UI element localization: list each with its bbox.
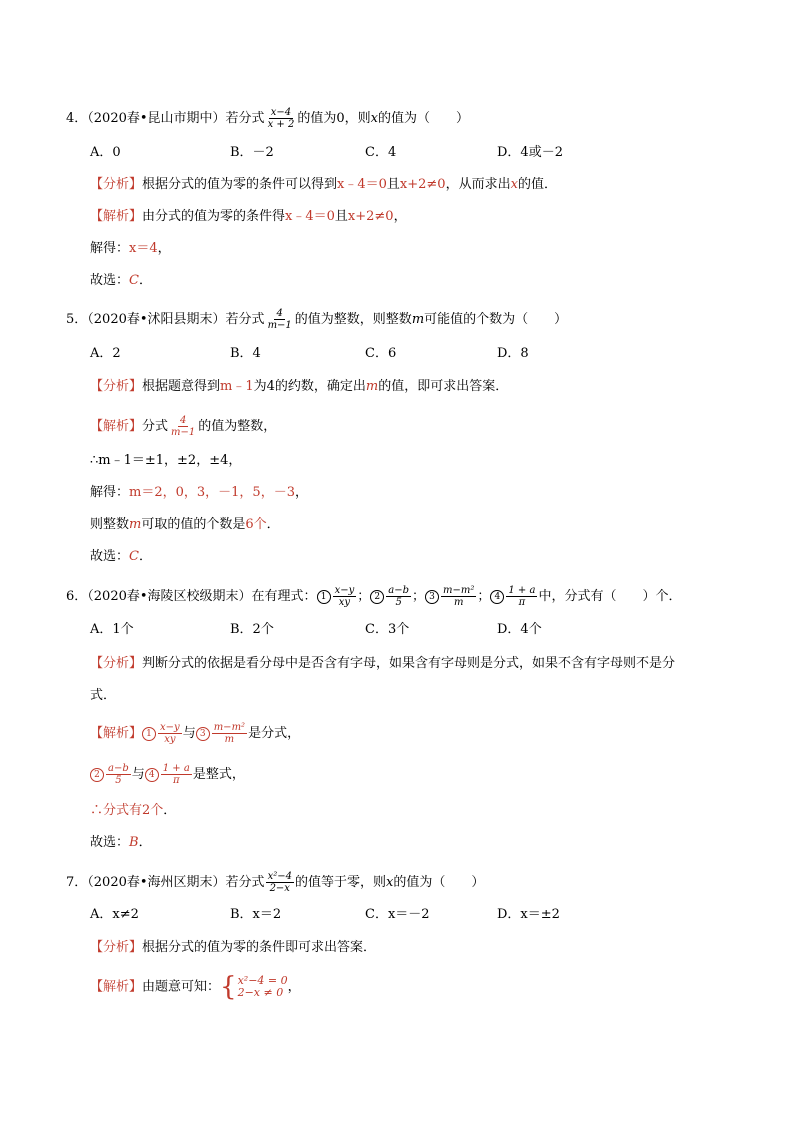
therefore-line: ∴m﹣1＝±1，±2，±4，: [90, 453, 242, 468]
solution: 【解析】由分式的值为零的条件得x﹣4＝0且x+2≠0，: [90, 209, 407, 224]
question-number: 5．: [66, 312, 88, 327]
fraction: $\frac{\text{m−m²}}{m}$: [443, 585, 475, 608]
analysis: 【分析】根据分式的值为零的条件即可求出答案．: [90, 940, 377, 955]
fraction: $\frac{1 + a}{\pi}$: [508, 585, 536, 608]
circled-number: 3: [425, 590, 439, 604]
solve-line: 解得：x＝4，: [90, 241, 171, 256]
therefore-line: ∴分式有2个．: [90, 803, 177, 818]
solution-integral: 2 $\frac{a-b}{5}$ 与 4 $\frac{1 + a}{\pi}$ 是整式，: [90, 763, 245, 786]
choice-d: D．4个: [497, 622, 542, 637]
solution: 【解析】由题意可知： { x²−4 = 0 2−x ≠ 0 ，: [90, 972, 301, 1002]
analysis-continued: 式．: [90, 688, 117, 703]
choice-b: B．4: [230, 346, 261, 361]
question-source: （2020春•海陵区校级期末）: [87, 589, 252, 604]
fraction: $\frac{x-4}{x + 2}$: [267, 107, 295, 130]
choice-d: D．4或－2: [497, 145, 563, 160]
question-7-stem: 7．（2020春•海州区期末）若分式 $\frac{\text{x²−4}}{2-x}$ 的值等于零，则x的值为（ ）: [66, 871, 485, 894]
fraction: $\frac{\text{x²−4}}{2-x}$: [267, 871, 292, 894]
answer-line: 故选：B．: [90, 835, 152, 850]
question-5-stem: 5．（2020春•沭阳县期末）若分式 $\frac{4}{m-1}$ 的值为整数，则整数m可能值的个数为（ ）: [66, 308, 568, 331]
analysis: 【分析】判断分式的依据是看分母中是否含有字母，如果含有字母则是分式，如果不含有字母则不是分: [90, 656, 676, 671]
question-source: （2020春•沭阳县期末）: [87, 312, 226, 327]
choice-c: C．4: [365, 145, 397, 160]
choice-a: A．2: [90, 346, 121, 361]
circled-number: 3: [196, 727, 210, 741]
fraction: $\frac{4}{m-1}$: [171, 415, 196, 438]
choice-d: D．8: [497, 346, 529, 361]
choice-b: B．2个: [230, 622, 274, 637]
choice-c: C．6: [365, 346, 397, 361]
fraction: $\frac{x-y}{xy}$: [160, 722, 180, 745]
fraction: $\frac{x-y}{xy}$: [334, 585, 355, 608]
question-4-stem: 4．（2020春•昆山市期中）若分式 $\frac{x-4}{x + 2}$ 的值为0，则x的值为（ ）: [66, 107, 469, 130]
analysis: 【分析】根据题意得到m﹣1为4的约数，确定出m的值，即可求出答案．: [90, 379, 509, 394]
question-number: 7．: [66, 875, 88, 890]
circled-number: 2: [370, 590, 384, 604]
left-brace-icon: {: [220, 972, 237, 1002]
choice-d: D．x＝±2: [497, 907, 560, 922]
circled-number: 4: [145, 768, 159, 782]
fraction: $\frac{\text{m−m²}}{m}$: [213, 722, 246, 745]
fraction: $\frac{1 + a}{\pi}$: [162, 763, 190, 786]
solution: 【解析】分式 $\frac{4}{m-1}$ 的值为整数，: [90, 415, 277, 438]
question-number: 4．: [66, 111, 88, 126]
fraction: $\frac{a-b}{5}$: [388, 585, 409, 608]
circled-number: 2: [90, 768, 104, 782]
equation-system: { x²−4 = 0 2−x ≠ 0: [220, 972, 288, 1002]
fraction: $\frac{a-b}{5}$: [108, 763, 129, 786]
choice-c: C．x＝－2: [365, 907, 430, 922]
analysis: 【分析】根据分式的值为零的条件可以得到x﹣4＝0且x+2≠0，从而求出x的值．: [90, 177, 557, 192]
circled-number: 1: [317, 590, 331, 604]
choice-a: A．x≠2: [90, 907, 139, 922]
choice-b: B．－2: [230, 145, 274, 160]
choice-a: A．0: [90, 145, 121, 160]
solution: 【解析】 1 $\frac{x-y}{xy}$ 与 3 $\frac{\text{m−m²}}{m}$ 是分式，: [90, 722, 301, 745]
solve-line: 解得：m＝2，0，3，－1，5，－3，: [90, 485, 308, 500]
question-source: （2020春•昆山市期中）: [87, 111, 226, 126]
answer-line: 故选：C．: [90, 549, 152, 564]
count-line: 则整数m可取的值的个数是6个．: [90, 517, 280, 532]
fraction: $\frac{4}{m-1}$: [267, 308, 292, 331]
question-number: 6．: [66, 589, 88, 604]
choice-b: B．x＝2: [230, 907, 282, 922]
answer-line: 故选：C．: [90, 273, 152, 288]
circled-number: 4: [490, 590, 504, 604]
choice-a: A．1个: [90, 622, 134, 637]
question-source: （2020春•海州区期末）: [87, 875, 226, 890]
choice-c: C．3个: [365, 622, 410, 637]
question-6-stem: 6．（2020春•海陵区校级期末）在有理式： 1 $\frac{x-y}{xy}$ ； 2 $\frac{a-b}{5}$ ； 3 $\frac{\text{m−m²}}{m}$ ； 4 $\frac{1 + a}{\pi}$ 中，分式有（ ）个．: [66, 585, 682, 608]
circled-number: 1: [142, 727, 156, 741]
